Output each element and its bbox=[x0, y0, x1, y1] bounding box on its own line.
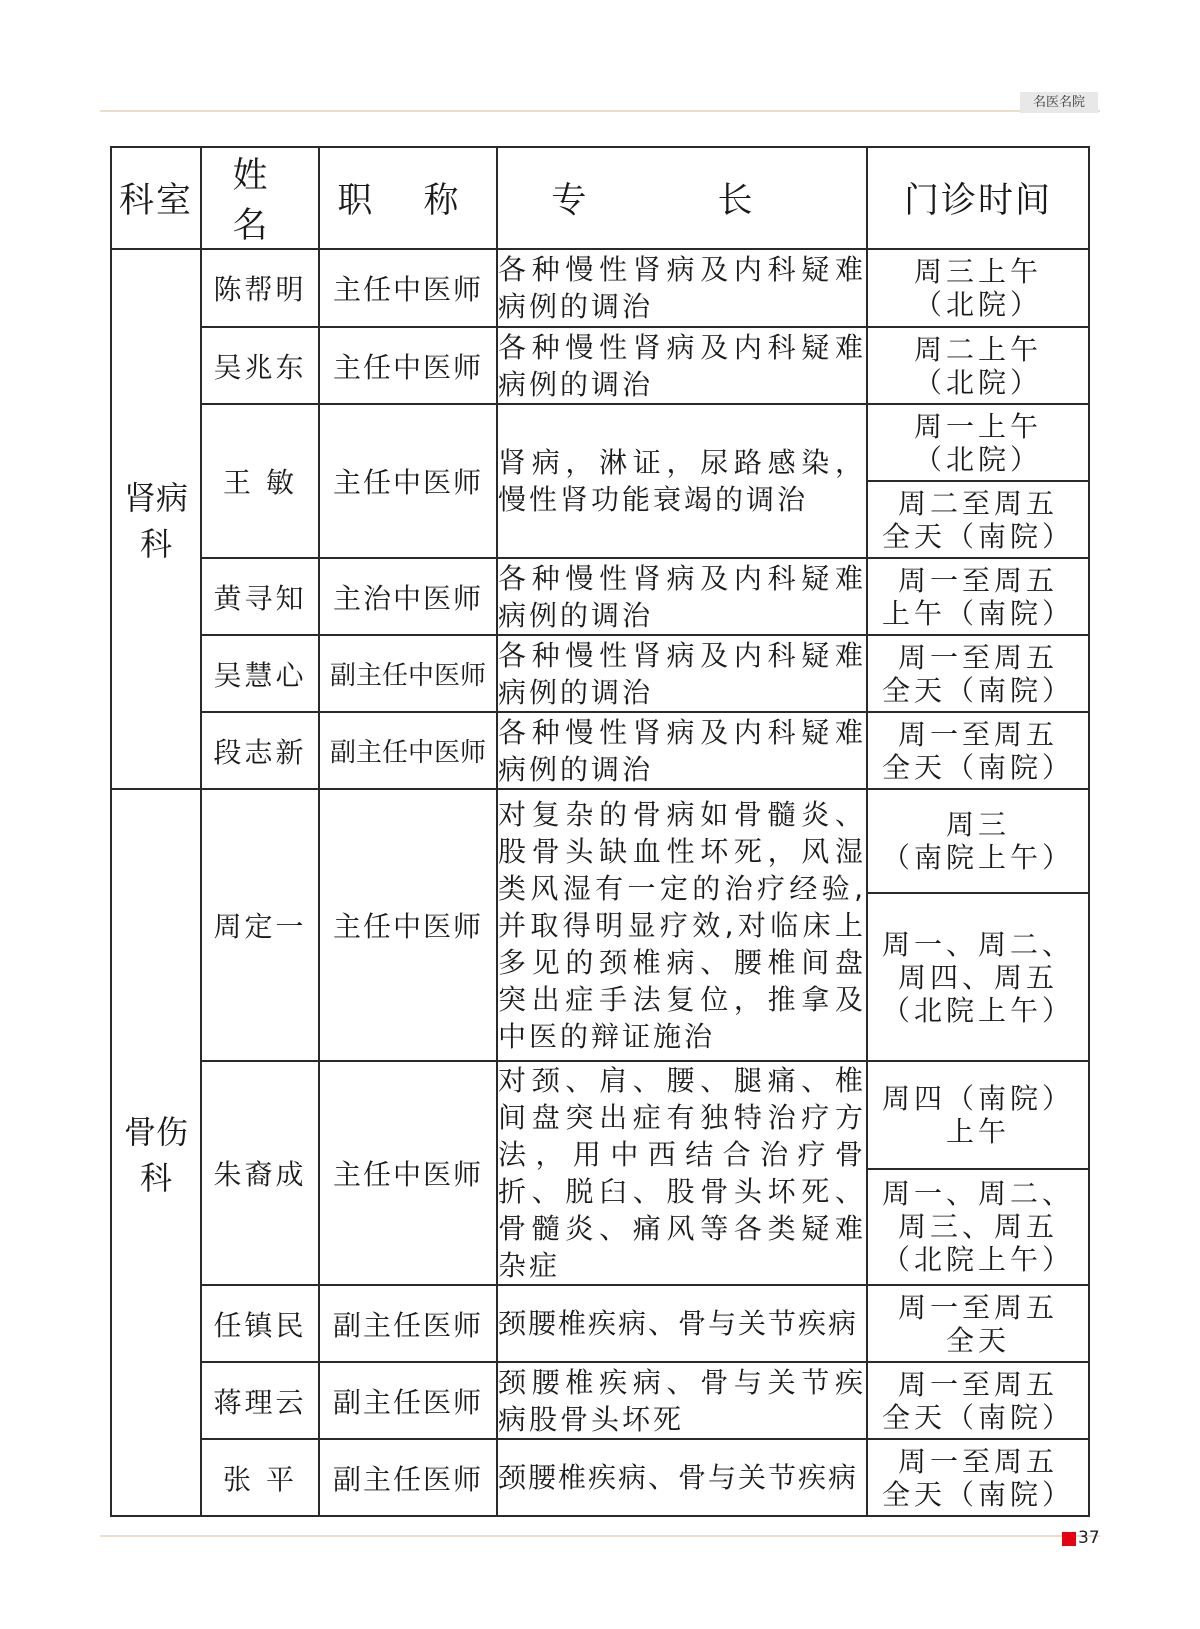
doctor-name: 黄寻知 bbox=[201, 558, 319, 635]
table-row bbox=[111, 404, 1089, 481]
header-clinic-time: 门诊时间 bbox=[867, 147, 1089, 249]
header-title: 职 称 bbox=[319, 147, 497, 249]
clinic-time: 周一至周五 全天（南院） bbox=[867, 1362, 1089, 1439]
clinic-time: 周二至周五 全天（南院） bbox=[867, 481, 1089, 558]
doctor-title: 副主任中医师 bbox=[319, 712, 497, 789]
doctor-name: 朱裔成 bbox=[201, 1061, 319, 1285]
doctor-title: 副主任医师 bbox=[319, 1439, 497, 1516]
doctor-specialty: 各种慢性肾病及内科疑难病例的调治 bbox=[497, 327, 867, 404]
clinic-time: 周三 （南院上午） bbox=[867, 789, 1089, 893]
clinic-time: 周二上午 （北院） bbox=[867, 327, 1089, 404]
doctor-specialty: 各种慢性肾病及内科疑难病例的调治 bbox=[497, 558, 867, 635]
table-header-row bbox=[111, 147, 1089, 249]
doctor-title: 主任中医师 bbox=[319, 789, 497, 1061]
doctor-name: 吴兆东 bbox=[201, 327, 319, 404]
clinic-time: 周一上午 （北院） bbox=[867, 404, 1089, 481]
doctor-specialty: 颈腰椎疾病、骨与关节疾病 bbox=[497, 1285, 867, 1362]
table-row bbox=[111, 1061, 1089, 1169]
doctor-name: 陈帮明 bbox=[201, 249, 319, 327]
table-row bbox=[111, 327, 1089, 404]
doctor-specialty: 各种慢性肾病及内科疑难病例的调治 bbox=[497, 249, 867, 327]
clinic-schedule-table bbox=[110, 146, 1090, 1517]
table-row bbox=[111, 558, 1089, 635]
table-row bbox=[111, 789, 1089, 893]
clinic-time: 周一至周五 上午（南院） bbox=[867, 558, 1089, 635]
doctor-specialty: 各种慢性肾病及内科疑难病例的调治 bbox=[497, 712, 867, 789]
clinic-time: 周一、周二、 周三、周五 （北院上午） bbox=[867, 1169, 1089, 1285]
clinic-time: 周一至周五 全天（南院） bbox=[867, 712, 1089, 789]
doctor-title: 副主任医师 bbox=[319, 1362, 497, 1439]
clinic-time: 周一至周五 全天（南院） bbox=[867, 1439, 1089, 1516]
clinic-time: 周一、周二、 周四、周五 （北院上午） bbox=[867, 893, 1089, 1061]
header-rule bbox=[100, 110, 1100, 112]
table-row bbox=[111, 249, 1089, 327]
section-tag: 名医名院 bbox=[1020, 92, 1098, 113]
header-specialty: 专 长 bbox=[497, 147, 867, 249]
table-row bbox=[111, 1285, 1089, 1362]
doctor-name: 张 平 bbox=[201, 1439, 319, 1516]
doctor-title: 主任中医师 bbox=[319, 1061, 497, 1285]
table-row bbox=[111, 635, 1089, 712]
footer-rule bbox=[100, 1535, 1100, 1537]
doctor-title: 副主任医师 bbox=[319, 1285, 497, 1362]
header-name: 姓 名 bbox=[201, 147, 319, 249]
doctor-specialty: 颈腰椎疾病、骨与关节疾病 bbox=[497, 1439, 867, 1516]
department-cell: 骨伤科 bbox=[111, 789, 201, 1516]
doctor-title: 主任中医师 bbox=[319, 327, 497, 404]
doctor-title: 主治中医师 bbox=[319, 558, 497, 635]
doctor-name: 王 敏 bbox=[201, 404, 319, 558]
doctor-specialty: 颈腰椎疾病、骨与关节疾病股骨头坏死 bbox=[497, 1362, 867, 1439]
header-department: 科室 bbox=[111, 147, 201, 249]
doctor-name: 周定一 bbox=[201, 789, 319, 1061]
page-number: 37 bbox=[1078, 1528, 1100, 1548]
doctor-specialty: 对复杂的骨病如骨髓炎、股骨头缺血性坏死，风湿类风湿有一定的治疗经验,并取得明显疗效,对临床上多见的颈椎病、腰椎间盘突出症手法复位，推拿及中医的辩证施治 bbox=[497, 789, 867, 1061]
doctor-name: 蒋理云 bbox=[201, 1362, 319, 1439]
clinic-time: 周一至周五 全天（南院） bbox=[867, 635, 1089, 712]
doctor-name: 吴慧心 bbox=[201, 635, 319, 712]
table-row bbox=[111, 1362, 1089, 1439]
doctor-specialty: 对颈、肩、腰、腿痛、椎间盘突出症有独特治疗方法，用中西结合治疗骨折、脱臼、股骨头坏死、骨髓炎、痛风等各类疑难杂症 bbox=[497, 1061, 867, 1285]
doctor-name: 段志新 bbox=[201, 712, 319, 789]
doctor-title: 副主任中医师 bbox=[319, 635, 497, 712]
doctor-specialty: 肾病，淋证，尿路感染，慢性肾功能衰竭的调治 bbox=[497, 404, 867, 558]
table-row bbox=[111, 712, 1089, 789]
clinic-time: 周一至周五 全天 bbox=[867, 1285, 1089, 1362]
table-row bbox=[111, 1439, 1089, 1516]
page-marker-square bbox=[1062, 1532, 1076, 1546]
doctor-title: 主任中医师 bbox=[319, 249, 497, 327]
doctor-specialty: 各种慢性肾病及内科疑难病例的调治 bbox=[497, 635, 867, 712]
department-cell: 肾病科 bbox=[111, 249, 201, 789]
doctor-title: 主任中医师 bbox=[319, 404, 497, 558]
clinic-time: 周三上午 （北院） bbox=[867, 249, 1089, 327]
clinic-time: 周四（南院） 上午 bbox=[867, 1061, 1089, 1169]
doctor-name: 任镇民 bbox=[201, 1285, 319, 1362]
